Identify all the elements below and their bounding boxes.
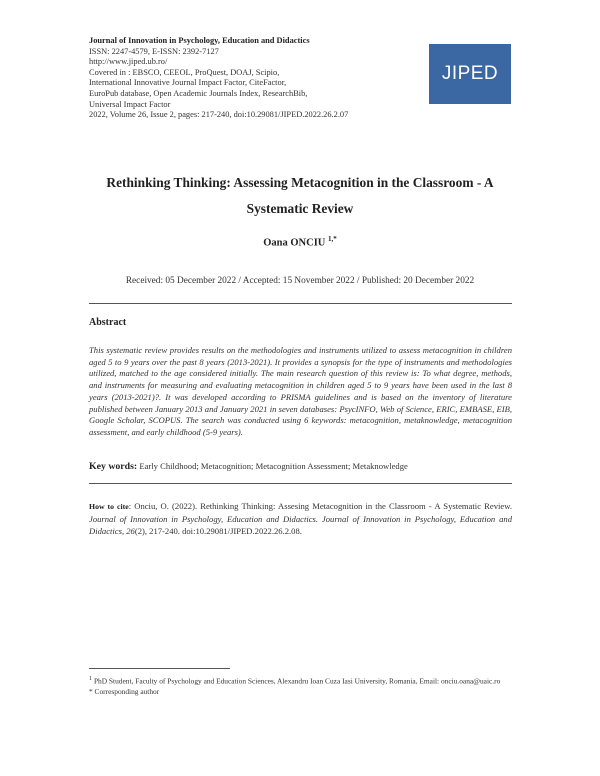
jiped-logo — [429, 44, 511, 104]
cite-part1: Onciu, O. (2022). Rethinking Thinking: Assesing Metacognition in the Classroom - A Systematic Review. — [134, 501, 512, 511]
journal-header — [89, 36, 419, 121]
journal-url[interactable]: http://www.jiped.ub.ro/ — [89, 57, 168, 67]
article-title: Rethinking Thinking: Assessing Metacognition in the Classroom - A Systematic Review — [106, 175, 494, 216]
footnote-2: * Corresponding author — [89, 686, 160, 696]
article-dates: Received: 05 December 2022 / Accepted: 15 November 2022 / Published: 20 December 2022 — [125, 276, 475, 286]
journal-issn: ISSN: 2247-4579, E-ISSN: 2392-7127 — [89, 46, 219, 56]
keywords — [89, 461, 512, 472]
footnote-1-mark: 1 — [89, 676, 93, 682]
author-marks: 1,* — [328, 235, 337, 243]
abstract-text: This systematic review provides results on the methodologies and instruments utilized to assess metacognition in children aged 5 to 9 years over the past 8 years (2013-2021). It provides a synopsis for the type of instruments and methodologies utilized, matched to the age considered initially. The main research question of this review is: To what degree, methods, and instruments for measuring and evaluating metacognition in children aged 5 to 9 years have been used in the last 8 years (2013-2021)?. It was developed according to PRISMA guidelines and is based on the inventory of literature published between January 2013 and January 2021 in seven databases: PsycINFO, Web of Science, ERIC, EMBASE, EIB, Google Scholar, SCOPUS. The search was conducted using 6 keywords: metacognition, metaknowledge, metacognition assessment, and early childhood (5-9 years). — [89, 345, 512, 437]
journal-coverage-line-4: Universal Impact Factor — [89, 99, 171, 109]
cite-volume: 26 — [126, 526, 135, 537]
article-author — [89, 235, 511, 249]
journal-name: Journal of Innovation in Psychology, Education and Didactics — [89, 36, 310, 45]
keywords-value: Early Childhood; Metacognition; Metacognition Assessment; Metaknowledge — [139, 461, 408, 471]
cite-part2: (2), 217-240. doi:10.29081/JIPED.2022.26.2.08. — [134, 526, 302, 537]
author-name: Oana ONCIU — [263, 237, 326, 249]
footnotes — [89, 674, 512, 697]
abstract-heading: Abstract — [89, 317, 127, 328]
cite-journal: Journal of Innovation in Psychology, Education and Didactics. Journal of Innovation in Psychology, Education and Didactics — [89, 514, 512, 537]
how-to-cite: How to cite: Onciu, O. (2022). Rethinking Thinking: Assesing Metacognition in the Classroom - A Systematic Review. Journal of Innovation in Psychology, Education and Didactics. Journal of Innovation in Psychology, Education and Didactics, 26(2), 217-240. doi:10.29081/JIPED.2022.26.2.08. — [89, 501, 512, 537]
journal-citation-line: 2022, Volume 26, Issue 2, pages: 217-240, doi:10.29081/JIPED.2022.26.2.07 — [89, 110, 349, 120]
journal-coverage-line-3: EuroPub database, Open Academic Journals Index, ResearchBib, — [89, 88, 308, 98]
footnote-1 — [89, 674, 512, 687]
divider-top — [89, 303, 512, 304]
footnote-divider — [89, 668, 230, 669]
keywords-label: Key words: — [89, 461, 138, 472]
divider-bottom — [89, 483, 512, 484]
footnote-1-text: PhD Student, Faculty of Psychology and Education Sciences, Alexandru Ioan Cuza Iasi University, Romania, Email: onciu.oana@uaic.ro — [93, 676, 501, 686]
journal-coverage-line-2: International Innovative Journal Impact Factor, CiteFactor, — [89, 78, 287, 88]
jiped-logo-text: JIPED — [441, 63, 499, 84]
journal-coverage-line-1: Covered in : EBSCO, CEEOL, ProQuest, DOAJ, Scipio, — [89, 67, 280, 77]
cite-label: How to cite — [89, 502, 129, 511]
